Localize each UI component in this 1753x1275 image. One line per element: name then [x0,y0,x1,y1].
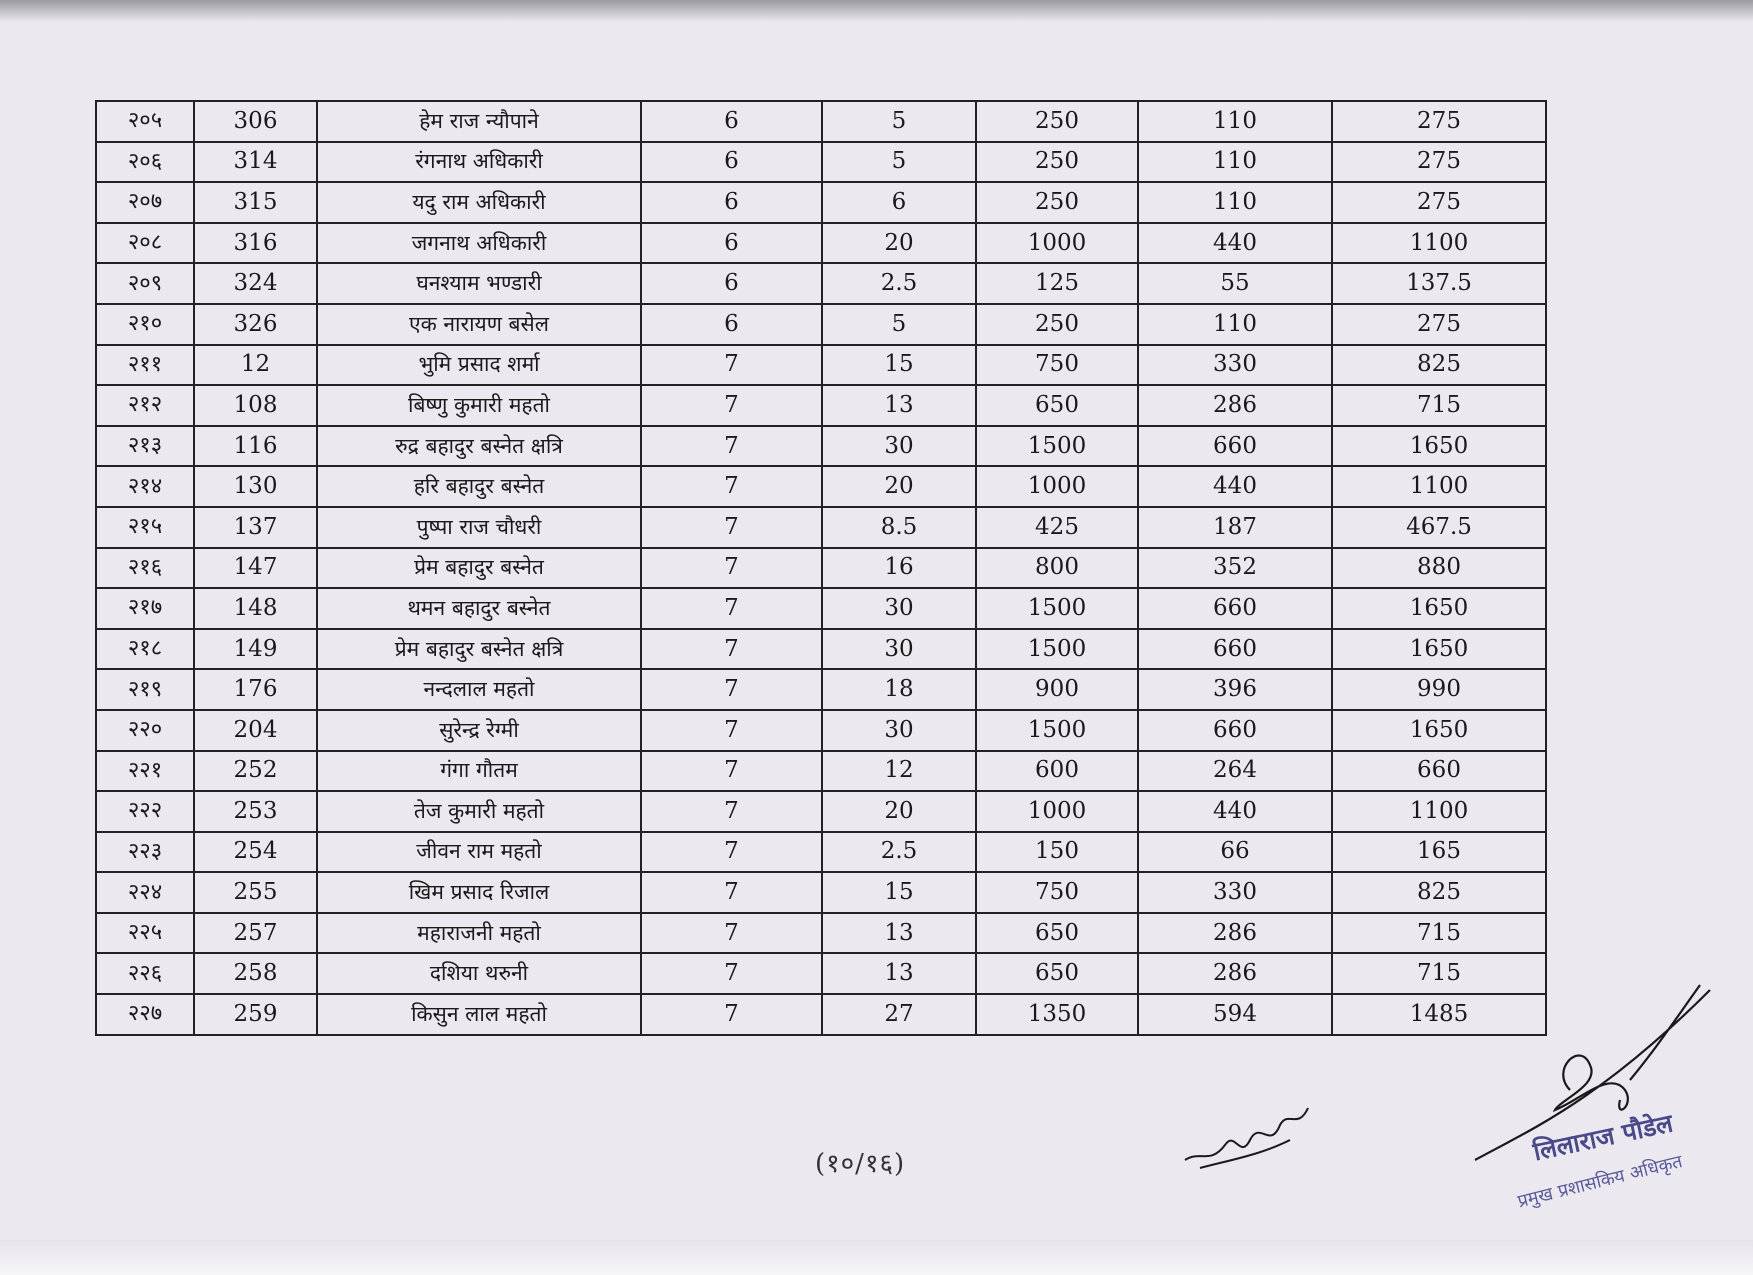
amount-cell: 750 [976,345,1138,386]
total-cell: 1650 [1332,710,1546,751]
quantity-cell: 2.5 [822,263,976,304]
name-cell: एक नारायण बसेल [317,304,641,345]
quantity-cell: 16 [822,548,976,589]
serial-number-cell: २०९ [96,263,194,304]
share-cell: 110 [1138,101,1332,142]
table-row [96,142,1546,183]
id-cell: 130 [194,466,317,507]
share-cell: 286 [1138,953,1332,994]
serial-number-cell: २१४ [96,466,194,507]
name-cell: नन्दलाल महतो [317,669,641,710]
share-cell: 110 [1138,304,1332,345]
id-cell: 148 [194,588,317,629]
amount-cell: 250 [976,304,1138,345]
ward-cell: 7 [641,832,822,873]
quantity-cell: 15 [822,345,976,386]
serial-number-cell: २२० [96,710,194,751]
id-cell: 147 [194,548,317,589]
signature-middle [1180,1090,1320,1180]
ward-cell: 7 [641,953,822,994]
total-cell: 825 [1332,345,1546,386]
name-cell: पुष्पा राज चौधरी [317,507,641,548]
table-row [96,548,1546,589]
quantity-cell: 30 [822,588,976,629]
quantity-cell: 12 [822,751,976,792]
serial-number-cell: २२६ [96,953,194,994]
id-cell: 254 [194,832,317,873]
name-cell: प्रेम बहादुर बस्नेत [317,548,641,589]
id-cell: 259 [194,994,317,1035]
total-cell: 1100 [1332,223,1546,264]
serial-number-cell: २२१ [96,751,194,792]
ward-cell: 6 [641,304,822,345]
share-cell: 55 [1138,263,1332,304]
quantity-cell: 30 [822,710,976,751]
serial-number-cell: २१७ [96,588,194,629]
total-cell: 275 [1332,182,1546,223]
name-cell: रंगनाथ अधिकारी [317,142,641,183]
id-cell: 108 [194,385,317,426]
serial-number-cell: २१९ [96,669,194,710]
table-row [96,629,1546,670]
table-row [96,385,1546,426]
table-row [96,913,1546,954]
serial-number-cell: २१६ [96,548,194,589]
amount-cell: 1350 [976,994,1138,1035]
amount-cell: 650 [976,385,1138,426]
ward-cell: 7 [641,345,822,386]
ward-cell: 7 [641,710,822,751]
name-cell: जीवन राम महतो [317,832,641,873]
quantity-cell: 30 [822,426,976,467]
total-cell: 715 [1332,953,1546,994]
ward-cell: 7 [641,588,822,629]
amount-cell: 250 [976,182,1138,223]
share-cell: 660 [1138,588,1332,629]
serial-number-cell: २११ [96,345,194,386]
amount-cell: 1500 [976,426,1138,467]
stamp-title: प्रमुख प्रशासकिय अधिकृत [1515,1151,1685,1213]
quantity-cell: 20 [822,466,976,507]
id-cell: 326 [194,304,317,345]
ward-cell: 7 [641,913,822,954]
total-cell: 715 [1332,913,1546,954]
serial-number-cell: २१३ [96,426,194,467]
table-row [96,426,1546,467]
amount-cell: 600 [976,751,1138,792]
name-cell: प्रेम बहादुर बस्नेत क्षत्रि [317,629,641,670]
amount-cell: 900 [976,669,1138,710]
id-cell: 255 [194,872,317,913]
table-row [96,994,1546,1035]
id-cell: 315 [194,182,317,223]
serial-number-cell: २१८ [96,629,194,670]
amount-cell: 1000 [976,466,1138,507]
serial-number-cell: २२७ [96,994,194,1035]
serial-number-cell: २१२ [96,385,194,426]
id-cell: 204 [194,710,317,751]
total-cell: 275 [1332,101,1546,142]
table-row [96,791,1546,832]
serial-number-cell: २०६ [96,142,194,183]
ward-cell: 7 [641,385,822,426]
amount-cell: 125 [976,263,1138,304]
id-cell: 306 [194,101,317,142]
table-row [96,710,1546,751]
amount-cell: 650 [976,913,1138,954]
share-cell: 660 [1138,629,1332,670]
id-cell: 314 [194,142,317,183]
serial-number-cell: २१५ [96,507,194,548]
table-row [96,872,1546,913]
id-cell: 316 [194,223,317,264]
name-cell: हेम राज न्यौपाने [317,101,641,142]
id-cell: 137 [194,507,317,548]
share-cell: 264 [1138,751,1332,792]
serial-number-cell: २१० [96,304,194,345]
id-cell: 258 [194,953,317,994]
ward-cell: 7 [641,791,822,832]
total-cell: 1485 [1332,994,1546,1035]
name-cell: महाराजनी महतो [317,913,641,954]
quantity-cell: 5 [822,142,976,183]
name-cell: खिम प्रसाद रिजाल [317,872,641,913]
ward-cell: 6 [641,182,822,223]
id-cell: 252 [194,751,317,792]
id-cell: 253 [194,791,317,832]
serial-number-cell: २०७ [96,182,194,223]
ward-cell: 7 [641,507,822,548]
serial-number-cell: २०५ [96,101,194,142]
share-cell: 187 [1138,507,1332,548]
name-cell: रुद्र बहादुर बस्नेत क्षत्रि [317,426,641,467]
id-cell: 149 [194,629,317,670]
scan-bottom-strip [0,1240,1753,1275]
table-row [96,101,1546,142]
share-cell: 440 [1138,223,1332,264]
ward-cell: 7 [641,466,822,507]
table-row [96,182,1546,223]
ward-cell: 7 [641,872,822,913]
quantity-cell: 20 [822,791,976,832]
total-cell: 165 [1332,832,1546,873]
ward-cell: 6 [641,263,822,304]
share-cell: 352 [1138,548,1332,589]
name-cell: तेज कुमारी महतो [317,791,641,832]
amount-cell: 1000 [976,223,1138,264]
ward-cell: 7 [641,751,822,792]
share-cell: 330 [1138,345,1332,386]
amount-cell: 250 [976,142,1138,183]
quantity-cell: 13 [822,385,976,426]
name-cell: गंगा गौतम [317,751,641,792]
share-cell: 110 [1138,182,1332,223]
amount-cell: 1500 [976,710,1138,751]
quantity-cell: 6 [822,182,976,223]
total-cell: 715 [1332,385,1546,426]
total-cell: 1650 [1332,426,1546,467]
quantity-cell: 30 [822,629,976,670]
quantity-cell: 18 [822,669,976,710]
total-cell: 990 [1332,669,1546,710]
serial-number-cell: २२५ [96,913,194,954]
ward-cell: 6 [641,223,822,264]
table-row [96,507,1546,548]
id-cell: 176 [194,669,317,710]
total-cell: 275 [1332,142,1546,183]
share-cell: 286 [1138,913,1332,954]
total-cell: 1100 [1332,466,1546,507]
quantity-cell: 5 [822,304,976,345]
total-cell: 825 [1332,872,1546,913]
table-row [96,223,1546,264]
id-cell: 257 [194,913,317,954]
name-cell: दशिया थरुनी [317,953,641,994]
name-cell: सुरेन्द्र रेग्मी [317,710,641,751]
share-cell: 440 [1138,466,1332,507]
share-cell: 110 [1138,142,1332,183]
quantity-cell: 5 [822,101,976,142]
ward-cell: 7 [641,629,822,670]
serial-number-cell: २०८ [96,223,194,264]
share-cell: 440 [1138,791,1332,832]
ward-cell: 6 [641,142,822,183]
ward-cell: 7 [641,548,822,589]
share-cell: 660 [1138,426,1332,467]
amount-cell: 1500 [976,588,1138,629]
total-cell: 660 [1332,751,1546,792]
amount-cell: 1500 [976,629,1138,670]
quantity-cell: 8.5 [822,507,976,548]
ward-cell: 7 [641,994,822,1035]
share-cell: 594 [1138,994,1332,1035]
ward-cell: 6 [641,101,822,142]
total-cell: 880 [1332,548,1546,589]
share-cell: 330 [1138,872,1332,913]
name-cell: थमन बहादुर बस्नेत [317,588,641,629]
serial-number-cell: २२३ [96,832,194,873]
table-row [96,466,1546,507]
share-cell: 286 [1138,385,1332,426]
page-number: (१०/१६) [815,1149,906,1179]
ward-cell: 7 [641,426,822,467]
table-row [96,304,1546,345]
name-cell: जगनाथ अधिकारी [317,223,641,264]
table-row [96,345,1546,386]
quantity-cell: 13 [822,953,976,994]
table-row [96,751,1546,792]
serial-number-cell: २२२ [96,791,194,832]
quantity-cell: 13 [822,913,976,954]
records-table [95,100,1547,1036]
quantity-cell: 2.5 [822,832,976,873]
amount-cell: 650 [976,953,1138,994]
total-cell: 1100 [1332,791,1546,832]
stamp-name: लिलाराज पौडेल [1530,1108,1676,1167]
name-cell: बिष्णु कुमारी महतो [317,385,641,426]
name-cell: यदु राम अधिकारी [317,182,641,223]
amount-cell: 1000 [976,791,1138,832]
quantity-cell: 15 [822,872,976,913]
name-cell: किसुन लाल महतो [317,994,641,1035]
amount-cell: 150 [976,832,1138,873]
amount-cell: 425 [976,507,1138,548]
serial-number-cell: २२४ [96,872,194,913]
table-row [96,263,1546,304]
amount-cell: 750 [976,872,1138,913]
share-cell: 660 [1138,710,1332,751]
scan-top-shadow [0,0,1753,22]
total-cell: 275 [1332,304,1546,345]
id-cell: 12 [194,345,317,386]
table-row [96,953,1546,994]
table-row [96,588,1546,629]
id-cell: 324 [194,263,317,304]
id-cell: 116 [194,426,317,467]
ward-cell: 7 [641,669,822,710]
table-row [96,669,1546,710]
amount-cell: 800 [976,548,1138,589]
total-cell: 1650 [1332,629,1546,670]
quantity-cell: 20 [822,223,976,264]
name-cell: भुमि प्रसाद शर्मा [317,345,641,386]
total-cell: 1650 [1332,588,1546,629]
total-cell: 467.5 [1332,507,1546,548]
share-cell: 66 [1138,832,1332,873]
table-row [96,832,1546,873]
quantity-cell: 27 [822,994,976,1035]
total-cell: 137.5 [1332,263,1546,304]
amount-cell: 250 [976,101,1138,142]
name-cell: घनश्याम भण्डारी [317,263,641,304]
share-cell: 396 [1138,669,1332,710]
name-cell: हरि बहादुर बस्नेत [317,466,641,507]
